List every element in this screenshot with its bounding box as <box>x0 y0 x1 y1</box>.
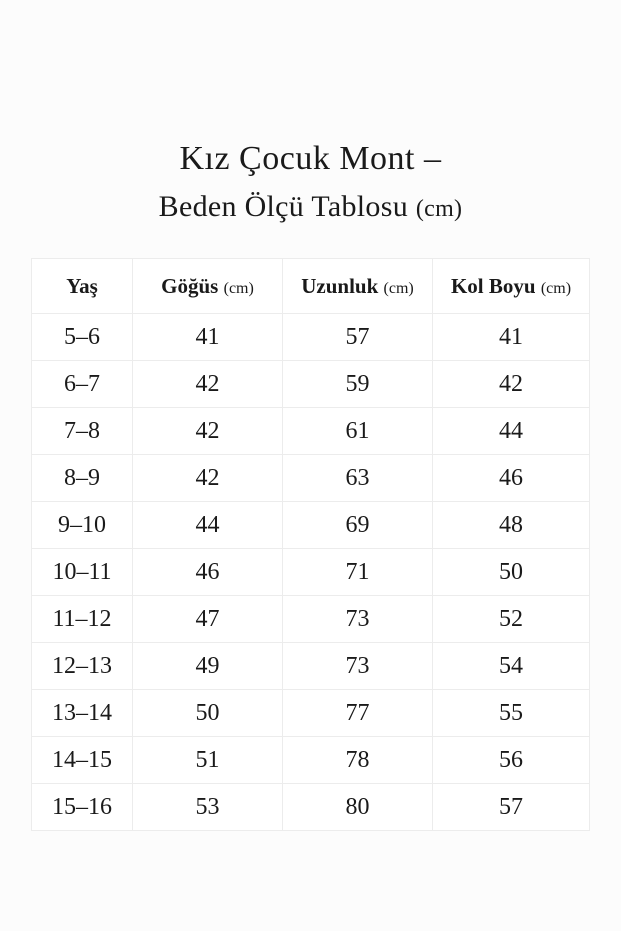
header-chest <box>133 259 283 314</box>
age-cell: 11–12 <box>32 596 133 643</box>
chest-cell: 42 <box>133 455 283 502</box>
sleeve-cell: 46 <box>433 455 590 502</box>
length-cell: 59 <box>283 361 433 408</box>
sleeve-cell: 55 <box>433 690 590 737</box>
table-body <box>32 314 590 831</box>
header-age <box>32 259 133 314</box>
length-cell: 80 <box>283 784 433 831</box>
age-cell: 13–14 <box>32 690 133 737</box>
length-cell: 71 <box>283 549 433 596</box>
header-unit: (cm) <box>540 279 572 297</box>
length-cell: 69 <box>283 502 433 549</box>
table-row <box>32 455 590 502</box>
age-cell: 9–10 <box>32 502 133 549</box>
length-cell: 63 <box>283 455 433 502</box>
sleeve-cell: 41 <box>433 314 590 361</box>
sleeve-cell: 44 <box>433 408 590 455</box>
header-length <box>283 259 433 314</box>
length-cell: 57 <box>283 314 433 361</box>
subtitle-text: Beden Ölçü Tablosu <box>158 190 409 223</box>
subtitle-unit: (cm) <box>415 196 463 222</box>
length-cell: 73 <box>283 643 433 690</box>
chest-cell: 47 <box>133 596 283 643</box>
age-cell: 15–16 <box>32 784 133 831</box>
table-row <box>32 502 590 549</box>
chest-cell: 42 <box>133 408 283 455</box>
sleeve-cell: 57 <box>433 784 590 831</box>
header-label: Göğüs <box>161 273 219 298</box>
sleeve-cell: 56 <box>433 737 590 784</box>
table-row <box>32 408 590 455</box>
sleeve-cell: 54 <box>433 643 590 690</box>
table-header-row <box>32 259 590 314</box>
table-row <box>32 549 590 596</box>
length-cell: 73 <box>283 596 433 643</box>
age-cell: 14–15 <box>32 737 133 784</box>
age-cell: 6–7 <box>32 361 133 408</box>
header-unit: (cm) <box>223 279 254 297</box>
table-row <box>32 690 590 737</box>
chest-cell: 49 <box>133 643 283 690</box>
sleeve-cell: 42 <box>433 361 590 408</box>
length-cell: 78 <box>283 737 433 784</box>
header-label: Yaş <box>66 273 98 298</box>
age-cell: 12–13 <box>32 643 133 690</box>
length-cell: 61 <box>283 408 433 455</box>
table-row <box>32 643 590 690</box>
chest-cell: 50 <box>133 690 283 737</box>
age-cell: 5–6 <box>32 314 133 361</box>
age-cell: 7–8 <box>32 408 133 455</box>
table-row <box>32 314 590 361</box>
table-row <box>32 596 590 643</box>
header-label: Kol Boyu <box>450 273 536 298</box>
header-label: Uzunluk <box>301 273 379 298</box>
sleeve-cell: 48 <box>433 502 590 549</box>
header-sleeve <box>433 259 590 314</box>
age-cell: 8–9 <box>32 455 133 502</box>
table-row <box>32 361 590 408</box>
page-title: Kız Çocuk Mont – <box>179 140 442 177</box>
table-row <box>32 784 590 831</box>
chest-cell: 42 <box>133 361 283 408</box>
chest-cell: 41 <box>133 314 283 361</box>
length-cell: 77 <box>283 690 433 737</box>
page-subtitle <box>0 190 621 224</box>
chest-cell: 53 <box>133 784 283 831</box>
age-cell: 10–11 <box>32 549 133 596</box>
chest-cell: 44 <box>133 502 283 549</box>
table-row <box>32 737 590 784</box>
sleeve-cell: 50 <box>433 549 590 596</box>
header-unit: (cm) <box>383 279 414 297</box>
chest-cell: 51 <box>133 737 283 784</box>
size-chart-table <box>31 258 590 831</box>
chest-cell: 46 <box>133 549 283 596</box>
sleeve-cell: 52 <box>433 596 590 643</box>
